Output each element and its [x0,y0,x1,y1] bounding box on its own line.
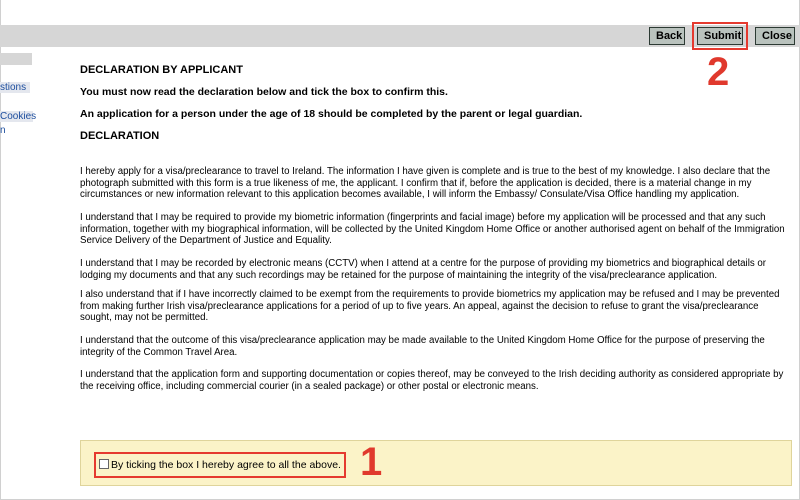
sidebar-item-partial[interactable]: n [0,125,6,136]
submit-highlight [692,22,748,50]
sidebar-header [0,53,32,65]
declaration-paragraph: I understand that I may be required to provide my biometric information (fingerprints and facial image) before my application will be processed and that any such information, together with my biographical information, will be collected by the United Kingdom Home Office or another authorised agent on behalf of the Immigration Service Delivery of the Department of Justice and Equality. [80,211,785,247]
step-1-marker: 1 [360,440,383,484]
instruction-text: You must now read the declaration below and tick the box to confirm this. [80,86,448,98]
page-title: DECLARATION BY APPLICANT [80,64,243,76]
submit-button[interactable]: Submit [697,27,743,45]
close-button[interactable]: Close [755,27,795,45]
declaration-paragraph: I understand that the application form and supporting documentation or copies thereof, may be conveyed to the Irish deciding authority as considered appropriate by the receiving office, including commercial courier (in a sealed package) or other postal or electronic means. [80,369,784,392]
declaration-paragraph: I understand that I may be recorded by electronic means (CCTV) when I attend at a centre for the purpose of providing my biometrics and biographical details or lodging my documents and that any such recordings may be retained for the purpose of maintaining the integrity of the visa/preclearance application. [80,257,767,281]
step-2-marker: 2 [707,50,730,94]
declaration-paragraph: I hereby apply for a visa/preclearance to travel to Ireland. The information I have given is complete and is true to the best of my knowledge. I also declare that the photograph submitted with this form is a true likeness of me, the applicant. I confirm that if, before the application is decided, there is a material change in my circumstances or new information relevant to this application becomes available, I will inform the Embassy/ Consulate/Visa Office handling my application. [80,166,771,201]
declaration-body [80,166,792,404]
declaration-header [80,64,792,152]
sidebar-item-cookies[interactable]: Cookies [0,111,37,122]
declaration-paragraph: I also understand that if I have incorrectly claimed to be exempt from the requirements to provide biometrics my application may be refused and I may be prevented from making further Irish visa/preclearance applications for a period of up to five years. An appeal, against the decision to refuse to grant the visa/preclearance sought, may not be permitted. [80,288,780,324]
declaration-paragraph: I understand that the outcome of this visa/preclearance application may be made available to the United Kingdom Home Office for the purpose of preserving the integrity of the Common Travel Area. [80,334,765,358]
back-button[interactable]: Back [649,27,685,45]
agree-checkbox[interactable] [99,459,109,469]
sidebar-item-questions[interactable]: stions [0,82,30,93]
declaration-subtitle: DECLARATION [80,130,160,142]
minor-note: An application for a person under the age of 18 should be completed by the parent or legal guardian. [80,108,583,120]
agree-label[interactable]: By ticking the box I hereby agree to all the above. [111,459,341,471]
